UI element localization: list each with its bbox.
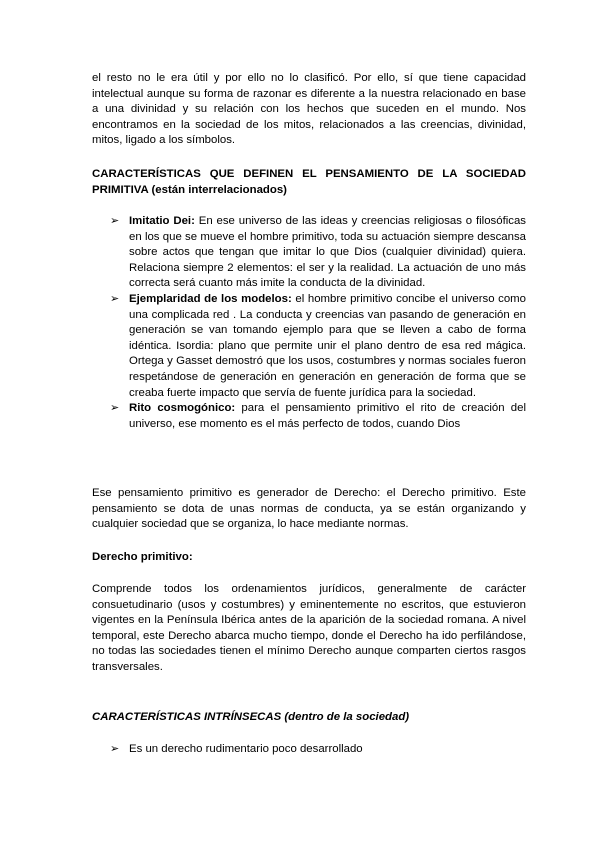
arrow-bullet-icon: ➢	[110, 402, 120, 415]
list-item-text: En ese universo de las ideas y creencias religiosas o filosóficas en los que se mueve el hombre primitivo, toda su actuación siempre descansa sobre actos que tengan que imitar lo que Dios (cualquier divinidad) quiera. Relaciona siempre 2 elementos: el ser y la realidad. La actuación de uno más correcta será cuanto más imite la conducta de la divinidad.	[129, 215, 526, 290]
arrow-bullet-icon: ➢	[110, 215, 120, 227]
bullet-list-intrinsecas	[110, 742, 526, 758]
list-item-text: para el pensamiento primitivo el rito de creación del universo, ese momento es el más perfecto de todos, cuando Dios	[129, 402, 526, 430]
intro-paragraph: el resto no le era útil y por ello no lo clasificó. Por ello, sí que tiene capacidad intelectual aunque su forma de razonar es diferente a la nuestra relacionado en base a una divinidad y su relación con los hechos que suceden en el mundo. Nos encontramos en la sociedad de los mitos, relacionados a las creencias, divinidad, mitos, ligado a los símbolos.	[92, 72, 526, 147]
list-item	[110, 401, 526, 432]
list-item	[110, 214, 526, 292]
list-item-text: Es un derecho rudimentario poco desarrollado	[129, 743, 363, 755]
list-item-term: Ejemplaridad de los modelos:	[129, 292, 292, 305]
section-heading-derecho-primitivo: Derecho primitivo:	[92, 551, 193, 563]
derecho-primitivo-paragraph: Comprende todos los ordenamientos jurídicos, generalmente de carácter consuetudinario (usos y costumbres) y eminentemente no escritos, que estuvieron vigentes en la Península Ibérica antes de la aparición de la sociedad romana. A nivel temporal, este Derecho abarca mucho tiempo, donde el Derecho ha ido perfilándose, no todas las sociedades tienen el mínimo Derecho aunque comparten ciertos rasgos transversales.	[92, 583, 526, 673]
list-item	[110, 742, 526, 758]
arrow-bullet-icon: ➢	[110, 292, 120, 305]
list-item-text: el hombre primitivo concibe el universo como una complicada red . La conducta y creencias van pasando de generación en generación se van tomando ejemplo para que se lleven a cabo de forma idéntica. Isordia: plano que permite unir el plano dentro de esa red mágica. Ortega y Gasset demostró que los usos, costumbres y normas sociales fueron respetándose de generación en generación en generación de forma que se creaba fuerte impacto que servía de fuente jurídica para la sociedad.	[129, 292, 527, 399]
list-item-term: Imitatio Dei:	[129, 215, 195, 227]
section-heading-intrinsecas: CARACTERÍSTICAS INTRÍNSECAS (dentro de la sociedad)	[92, 711, 410, 723]
bullet-list-caracteristicas	[110, 214, 526, 432]
arrow-bullet-icon: ➢	[110, 743, 120, 755]
section-heading-pensamiento: CARACTERÍSTICAS QUE DEFINEN EL PENSAMIENTO DE LA SOCIEDAD PRIMITIVA (están interrelacionados)	[92, 168, 526, 196]
list-item-term: Rito cosmogónico:	[129, 402, 236, 415]
derecho-paragraph: Ese pensamiento primitivo es generador de Derecho: el Derecho primitivo. Este pensamiento se dota de unas normas de conducta, ya se están organizando y cualquier sociedad que se organiza, lo hace mediante normas.	[92, 487, 526, 531]
list-item	[110, 292, 526, 401]
